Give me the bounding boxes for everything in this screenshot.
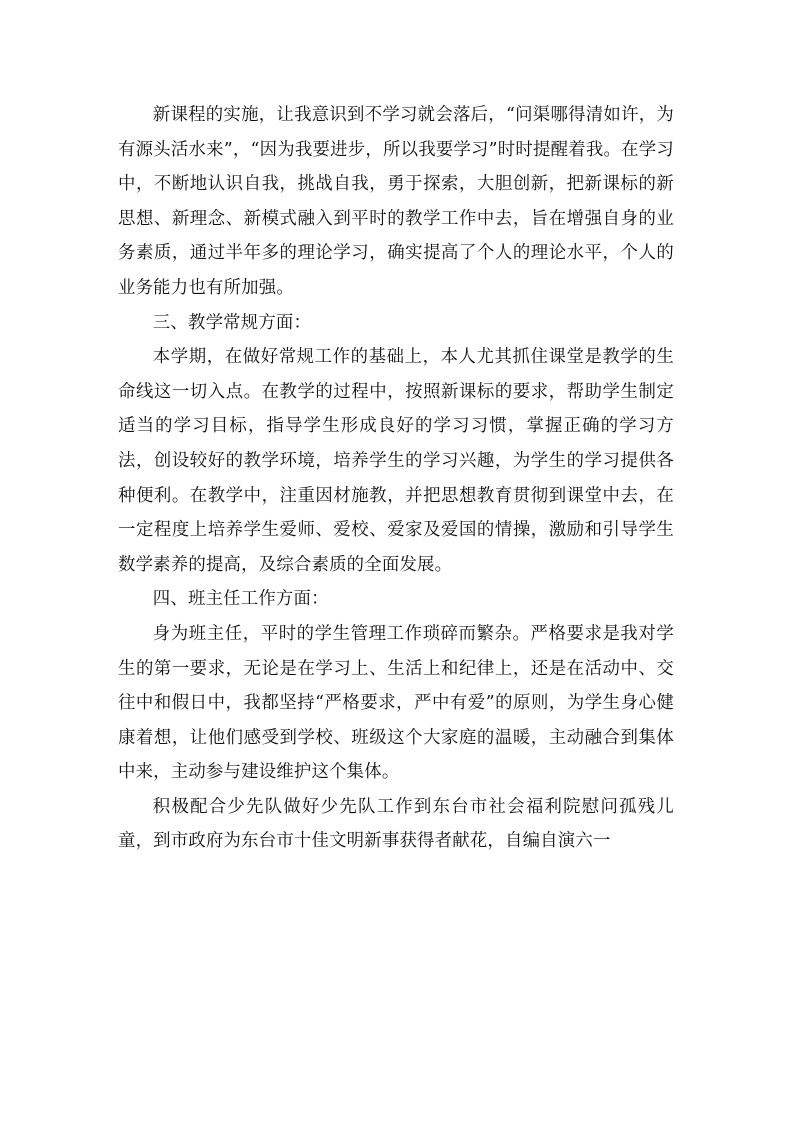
document-body bbox=[118, 98, 674, 859]
paragraph-teaching-routine: 本学期，在做好常规工作的基础上，本人尤其抓住课堂是教学的生命线这一切入点。在教学的过程中，按照新课标的要求，帮助学生制定适当的学习目标，指导学生形成良好的学习习惯，掌握正确的学习方法，创设较好的教学环境，培养学生的学习兴趣，为学生的学习提供各种便利。在教学中，注重因材施教，并把思想教育贯彻到课堂中去，在一定程度上培养学生爱师、爱校、爱家及爱国的情操，激励和引导学生数学素养的提高，及综合素质的全面发展。 bbox=[118, 347, 674, 575]
section-heading-class-teacher: 四、班主任工作方面： bbox=[152, 589, 329, 610]
paragraph-new-curriculum: 新课程的实施，让我意识到不学习就会落后，“问渠哪得清如许，为有源头活水来”，“因为我要进步，所以我要学习”时时提醒着我。在学习中，不断地认识自我，挑战自我，勇于探索，大胆创新，把新课标的新思想、新理念、新模式融入到平时的教学工作中去，旨在增强自身的业务素质，通过半年多的理论学习，确实提高了个人的理论水平，个人的业务能力也有所加强。 bbox=[118, 105, 674, 298]
section-heading-teaching-routine: 三、教学常规方面： bbox=[152, 312, 312, 333]
paragraph-class-teacher: 身为班主任，平时的学生管理工作琐碎而繁杂。严格要求是我对学生的第一要求，无论是在学习上、生活上和纪律上，还是在活动中、交往中和假日中，我都坚持“严格要求，严中有爱”的原则，为学生身心健康着想，让他们感受到学校、班级这个大家庭的温暖，主动融合到集体中来，主动参与建设维护这个集体。 bbox=[118, 623, 674, 783]
paragraph-young-pioneers: 积极配合少先队做好少先队工作到东台市社会福利院慰问孤残儿童，到市政府为东台市十佳文明新事获得者献花，自编自演六一 bbox=[118, 796, 674, 852]
